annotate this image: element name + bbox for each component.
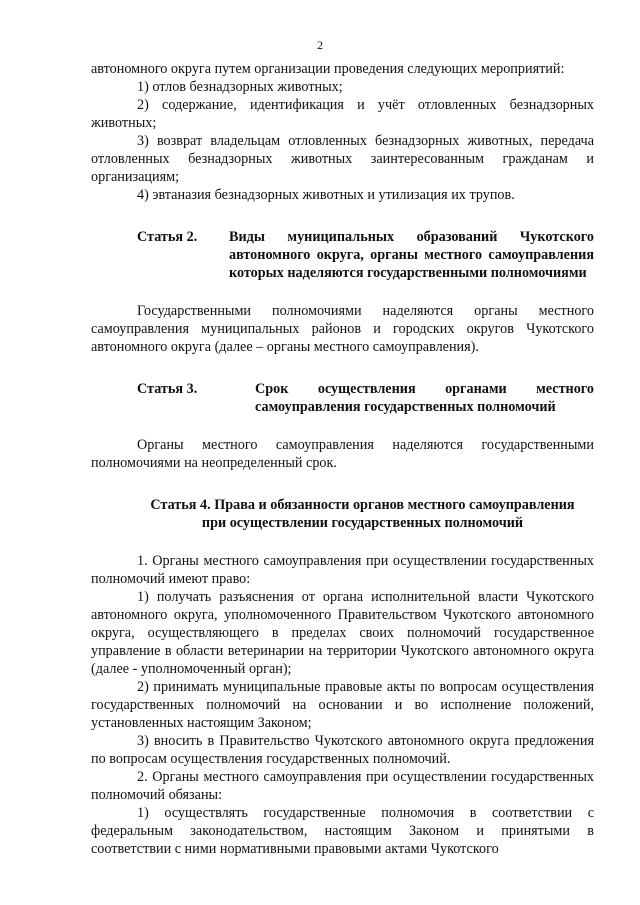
intro-item-3: 3) возврат владельцам отловленных безнадзорных животных, передача отловленных безнадзорных животных заинтересованным гражданам и организациям; [91, 133, 594, 185]
article-2-title: Виды муниципальных образований Чукотского автономного округа, органы местного самоуправления которых наделяются государственными полномочиями [229, 229, 594, 281]
article-4-heading [91, 496, 594, 532]
article-4-point-1: 1. Органы местного самоуправления при осуществлении государственных полномочий имеют право: [91, 553, 594, 587]
page-number: 2 [317, 38, 323, 52]
article-3-heading [91, 380, 594, 416]
intro-item-4: 4) эвтаназия безнадзорных животных и утилизация их трупов. [137, 187, 515, 203]
article-4-point-2: 2. Органы местного самоуправления при осуществлении государственных полномочий обязаны: [91, 769, 594, 803]
article-3-label: Статья 3. [137, 381, 198, 397]
article-3-body: Органы местного самоуправления наделяются государственными полномочиями на неопределенный срок. [91, 437, 594, 471]
article-4-label: Статья 4 [150, 497, 208, 513]
article-2-body: Государственными полномочиями наделяются органы местного самоуправления муниципальных районов и городских округов Чукотского автономного округа (далее – органы местного самоуправления). [91, 303, 594, 355]
article-4-point-1-item-2: 2) принимать муниципальные правовые акты по вопросам осуществления государственных полномочий на основании и во исполнение положений, установленных настоящим Законом; [91, 679, 594, 731]
article-2-label: Статья 2. [137, 229, 198, 245]
article-4-point-1-item-1: 1) получать разъяснения от органа исполнительной власти Чукотского автономного округа, уполномоченного Правительством Чукотского автономного округа, осуществляющего в пределах своих полномочий государственное управление в области ветеринарии на территории Чукотского автономного округа (далее - уполномоченный орган); [91, 589, 594, 677]
intro-item-2: 2) содержание, идентификация и учёт отловленных безнадзорных животных; [91, 97, 594, 131]
intro-continuation: автономного округа путем организации проведения следующих мероприятий: [91, 61, 565, 77]
document-body [91, 60, 594, 858]
intro-item-1: 1) отлов безнадзорных животных; [137, 79, 343, 95]
article-4-title-line-2: при осуществлении государственных полномочий [201, 515, 524, 531]
article-4-point-2-item-1: 1) осуществлять государственные полномочия в соответствии с федеральным законодательством, настоящим Законом и принятыми в соответствии с ними нормативными правовыми актами Чукотского [91, 805, 594, 857]
article-3-title: Срок осуществления органами местного самоуправления государственных полномочий [255, 381, 594, 415]
article-2-heading [91, 228, 594, 282]
article-4-title-line-1: . Права и обязанности органов местного самоуправления [207, 497, 575, 513]
article-4-point-1-item-3: 3) вносить в Правительство Чукотского автономного округа предложения по вопросам осуществления государственных полномочий. [91, 733, 594, 767]
